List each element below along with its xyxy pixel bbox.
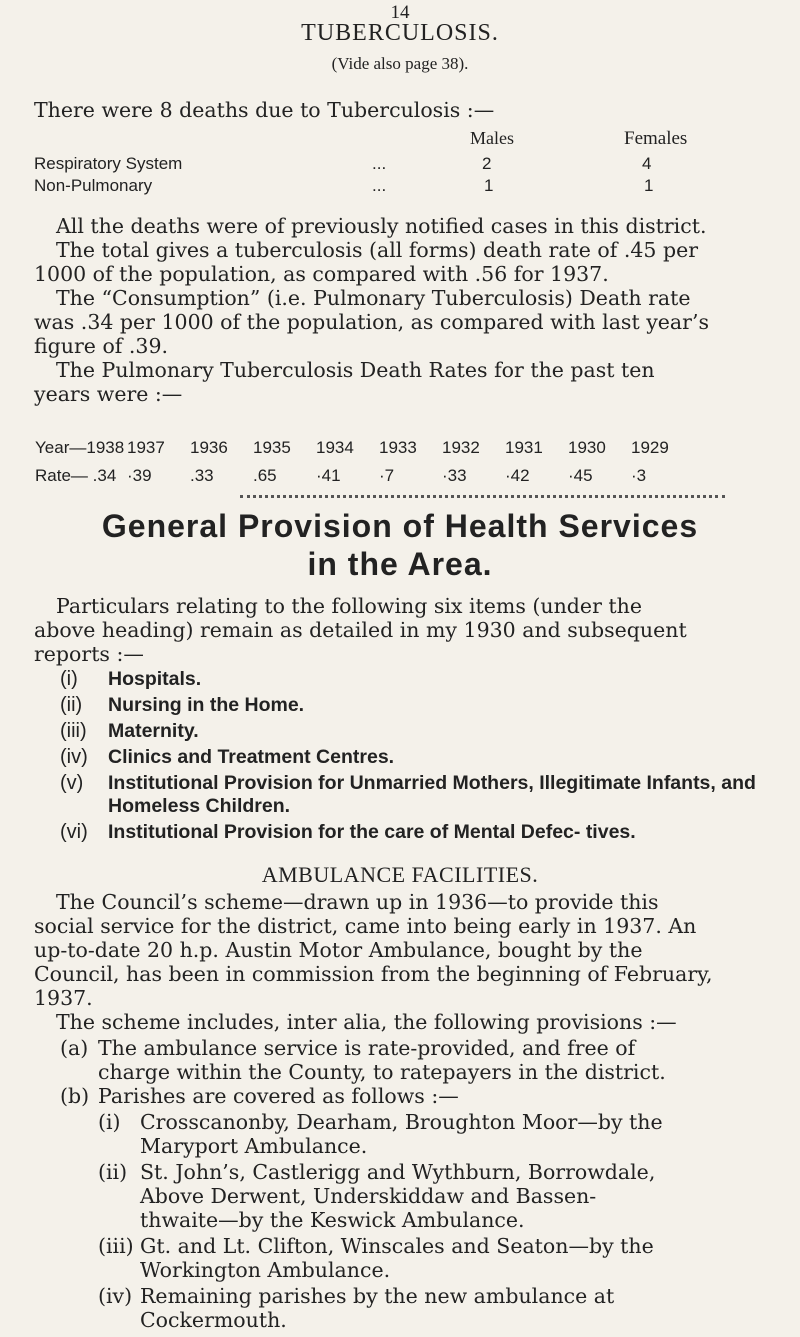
row-females: 4: [642, 154, 652, 173]
list-item: (vi) Institutional Provision for the care of Mental Defec- tives.: [60, 821, 636, 843]
text-line: St. John’s, Castlerigg and Wythburn, Borrowdale,: [140, 1160, 656, 1184]
list-item: (v) Institutional Provision for Unmarried Mothers, Illegitimate Infants, and Homeless Children.: [60, 772, 756, 817]
rate-cell: ·3: [631, 466, 647, 485]
services-list: [60, 668, 780, 847]
text-line: thwaite—by the Keswick Ambulance.: [140, 1208, 525, 1232]
header-males: Males: [470, 128, 514, 148]
rate-row: [35, 462, 775, 490]
text-line: All the deaths were of previously notified cases in this district.: [56, 214, 707, 238]
section-subtitle: (Vide also page 38).: [331, 54, 469, 73]
text-line: Gt. and Lt. Clifton, Winscales and Seaton—by the: [140, 1234, 654, 1258]
rate-cell: ·7: [379, 466, 395, 485]
text-line: Workington Ambulance.: [140, 1258, 391, 1282]
row-dots: ...: [372, 176, 387, 195]
rate-cell: ·45: [568, 466, 593, 485]
text-line: Above Derwent, Underskiddaw and Bassen-: [140, 1184, 597, 1208]
year-cell: 1936: [190, 438, 228, 457]
list-item: (ii) Nursing in the Home.: [60, 694, 305, 716]
year-cell: 1935: [253, 438, 291, 457]
text-line: The total gives a tuberculosis (all forms) death rate of .45 per: [56, 238, 699, 262]
text-line: years were :—: [34, 382, 183, 406]
page-number: 14: [390, 2, 410, 23]
year-cell: 1930: [568, 438, 606, 457]
text-line: The Pulmonary Tuberculosis Death Rates for the past ten: [56, 358, 655, 382]
row-label: Non-Pulmonary: [34, 176, 153, 195]
provision-marker: (b): [60, 1084, 90, 1108]
row-males: 1: [484, 176, 494, 195]
year-cell: 1937: [127, 438, 165, 457]
text-line: The “Consumption” (i.e. Pulmonary Tuberculosis) Death rate: [56, 286, 691, 310]
text-line: Crosscanonby, Dearham, Broughton Moor—by the: [140, 1110, 663, 1134]
text-line: figure of .39.: [34, 334, 169, 358]
text-line: was .34 per 1000 of the population, as compared with last year’s: [34, 310, 709, 334]
header-females: Females: [624, 128, 688, 149]
section-title: TUBERCULOSIS.: [301, 20, 499, 46]
text-line: The ambulance service is rate-provided, and free of: [98, 1036, 636, 1060]
year-row: [35, 434, 775, 462]
text-line: up-to-date 20 h.p. Austin Motor Ambulance, bought by the: [34, 938, 643, 962]
rate-cell: ·41: [316, 466, 341, 485]
parish-marker: (i): [98, 1110, 121, 1134]
text-line: Council, has been in commission from the beginning of February,: [34, 962, 713, 986]
rate-label: Rate— .34: [35, 466, 117, 485]
text-line: social service for the district, came into being early in 1937. An: [34, 914, 697, 938]
year-cell: 1931: [505, 438, 543, 457]
text-line: charge within the County, to ratepayers in the district.: [98, 1060, 666, 1084]
rate-cell: ·33: [442, 466, 467, 485]
row-males: 2: [482, 154, 492, 173]
list-item: (i) Hospitals.: [60, 668, 202, 690]
provision-marker: (a): [60, 1036, 89, 1060]
death-rates-table: [35, 434, 775, 490]
rate-cell: ·42: [505, 466, 530, 485]
year-cell: 1933: [379, 438, 417, 457]
list-item: (iii) Maternity.: [60, 720, 199, 742]
year-cell: 1934: [316, 438, 354, 457]
list-item: (iv) Clinics and Treatment Centres.: [60, 746, 395, 768]
parish-marker: (ii): [98, 1160, 128, 1184]
general-provision-heading-line2: in the Area.: [307, 546, 493, 582]
rate-cell: .33: [190, 466, 214, 485]
parish-marker: (iv): [98, 1284, 133, 1308]
rate-cell: .65: [253, 466, 277, 485]
year-label: Year—1938: [35, 438, 125, 457]
text-line: reports :—: [34, 642, 144, 666]
text-line: Parishes are covered as follows :—: [98, 1084, 459, 1108]
text-line: 1937.: [34, 986, 93, 1010]
row-label: Respiratory System: [34, 154, 183, 173]
text-line: The scheme includes, inter alia, the following provisions :—: [56, 1010, 677, 1034]
dotted-divider: [240, 495, 725, 498]
general-provision-heading: General Provision of Health Services: [101, 508, 699, 544]
rate-cell: ·39: [127, 466, 152, 485]
ambulance-heading: AMBULANCE FACILITIES.: [261, 862, 539, 887]
row-females: 1: [644, 176, 654, 195]
text-line: Maryport Ambulance.: [140, 1134, 368, 1158]
text-line: 1000 of the population, as compared with .56 for 1937.: [34, 262, 609, 286]
text-line: Remaining parishes by the new ambulance at: [140, 1284, 615, 1308]
text-line: Cockermouth.: [140, 1308, 287, 1332]
year-cell: 1932: [442, 438, 480, 457]
parish-marker: (iii): [98, 1234, 134, 1258]
text-line: The Council’s scheme—drawn up in 1936—to provide this: [56, 890, 659, 914]
text-line: above heading) remain as detailed in my 1930 and subsequent: [34, 618, 687, 642]
intro-line: There were 8 deaths due to Tuberculosis :—: [34, 98, 495, 122]
year-cell: 1929: [631, 438, 669, 457]
row-dots: ...: [372, 154, 387, 173]
text-line: Particulars relating to the following six items (under the: [56, 594, 642, 618]
